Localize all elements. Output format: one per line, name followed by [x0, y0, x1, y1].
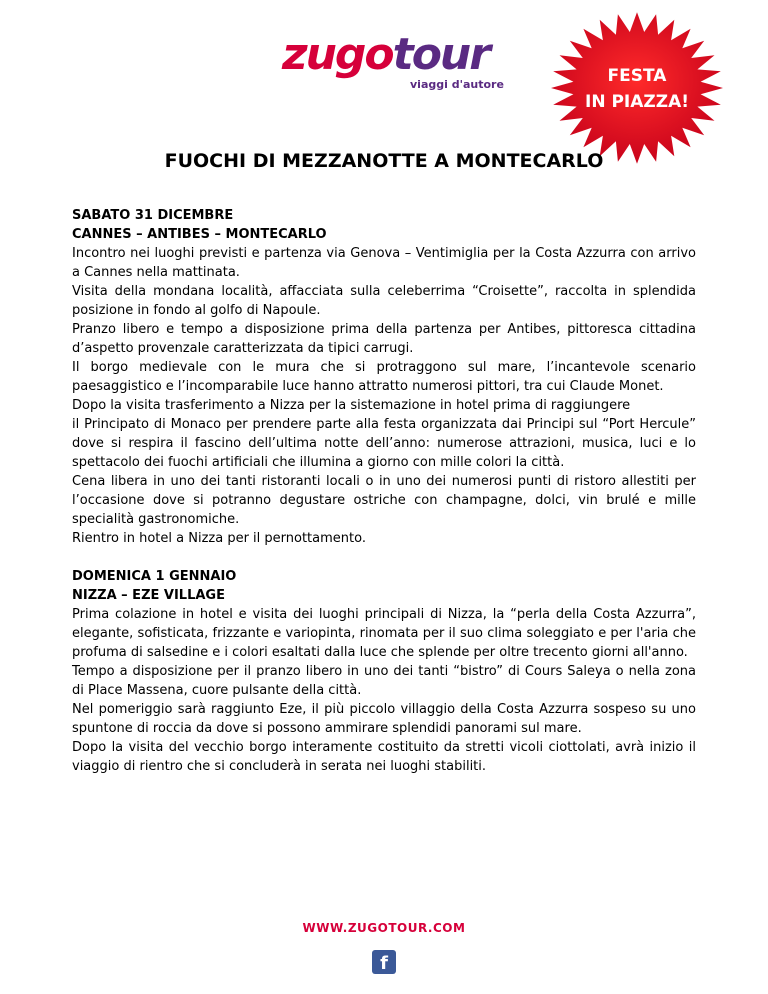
zugotour-logo [278, 24, 504, 104]
day2-paragraph: Tempo a disposizione per il pranzo libero in uno dei tanti “bistro” di Cours Saleya o nella zona di Place Massena, cuore pulsante della città. [72, 664, 696, 698]
day2-route: NIZZA – EZE VILLAGE [72, 588, 225, 603]
logo-word-zugo: zugo [282, 29, 393, 80]
itinerary [72, 206, 696, 776]
day2-date: DOMENICA 1 GENNAIO [72, 569, 237, 584]
day1-paragraph: Incontro nei luoghi previsti e partenza via Genova – Ventimiglia per la Costa Azzurra con arrivo a Cannes nella mattinata. [72, 246, 696, 280]
page-title: FUOCHI DI MEZZANOTTE A MONTECARLO [164, 150, 604, 172]
logo-word-tour: tour [392, 29, 489, 80]
day1-route: CANNES – ANTIBES – MONTECARLO [72, 227, 327, 242]
day1-date: SABATO 31 DICEMBRE [72, 208, 234, 223]
badge-line2: IN PIAZZA! [585, 92, 689, 112]
facebook-icon[interactable]: f [372, 950, 396, 974]
day1-paragraph: Il borgo medievale con le mura che si protraggono sul mare, l’incantevole scenario paesaggistico e l’incomparabile luce hanno attratto numerosi pittori, tra cui Claude Monet. [72, 360, 696, 394]
day1-paragraph: Pranzo libero e tempo a disposizione prima della partenza per Antibes, pittoresca cittadina d’aspetto provenzale caratterizzata da tipici carrugi. [72, 322, 696, 356]
badge-line1: FESTA [607, 66, 667, 86]
day1-paragraph: Dopo la visita trasferimento a Nizza per la sistemazione in hotel prima di raggiungere [72, 398, 631, 413]
day1-section [72, 206, 696, 548]
day2-section [72, 567, 696, 776]
day2-paragraph: Prima colazione in hotel e visita dei luoghi principali di Nizza, la “perla della Costa Azzurra”, elegante, sofisticata, frizzante e variopinta, rinomata per il suo clima soleggiato e per l'aria che profuma di salsedine e i colori esaltati dalla luce che splende per oltre trecento giorni all'anno. [72, 607, 696, 660]
day1-paragraph: il Principato di Monaco per prendere parte alla festa organizzata dai Principi sul “Port Hercule” dove si respira il fascino dell’ultima notte dell’anno: numerose attrazioni, musica, luci e lo spettacolo dei fuochi artificiali che illumina a giorno con mille colori la città. [72, 417, 696, 470]
day1-paragraph: Visita della mondana località, affacciata sulla celeberrima “Croisette”, raccolta in splendida posizione in fondo al golfo di Napoule. [72, 284, 696, 318]
day1-paragraph: Cena libera in uno dei tanti ristoranti locali o in uno dei numerosi punti di ristoro allestiti per l’occasione dove si potranno degustare ostriche con champagne, dolci, vin brulé e mille specialità gastronomiche. [72, 474, 696, 527]
festa-badge [548, 10, 726, 166]
day2-paragraph: Dopo la visita del vecchio borgo interamente costituito da stretti vicoli ciottolati, avrà inizio il viaggio di rientro che si concluderà in serata nei luoghi stabiliti. [72, 740, 696, 774]
logo-tagline: viaggi d'autore [410, 78, 504, 91]
day1-paragraph: Rientro in hotel a Nizza per il pernottamento. [72, 531, 366, 546]
website-link[interactable]: WWW.ZUGOTOUR.COM [302, 921, 466, 935]
day2-paragraph: Nel pomeriggio sarà raggiunto Eze, il più piccolo villaggio della Costa Azzurra sospeso su uno spuntone di roccia da dove si possono ammirare splendidi panorami sul mare. [72, 702, 696, 736]
starburst-icon [548, 10, 726, 166]
logo-wordmark [282, 30, 489, 80]
